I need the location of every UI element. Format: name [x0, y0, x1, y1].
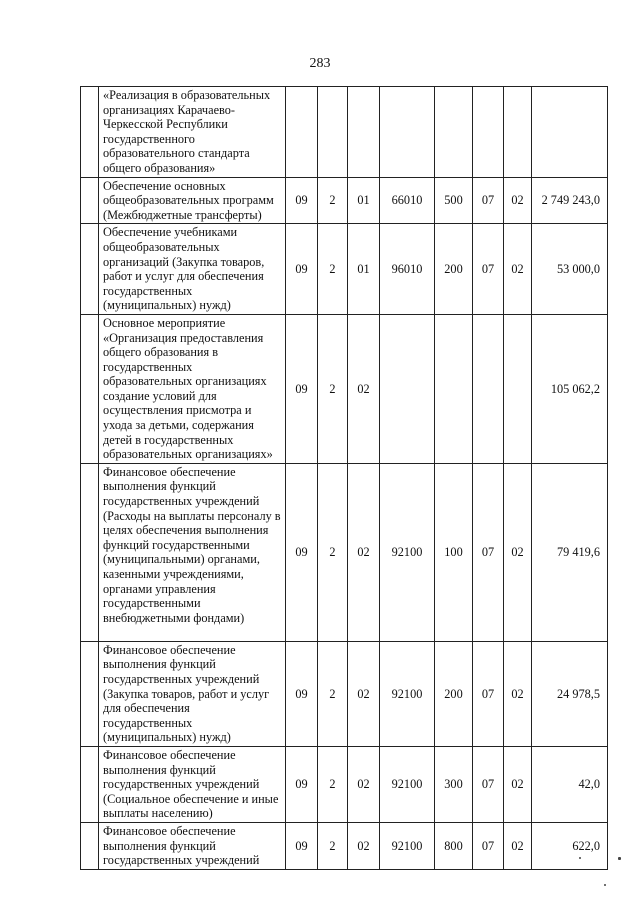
subsection-cell: 02	[504, 177, 532, 224]
subprogram-cell: 2	[318, 177, 348, 224]
description-cell: Финансовое обеспечение выполнения функций государственных учреждений	[99, 822, 286, 869]
amount-cell: 24 978,5	[532, 641, 608, 746]
blank-cell	[81, 822, 99, 869]
description-cell: Финансовое обеспечение выполнения функций государственных учреждений (Расходы на выплаты персоналу в целях обеспечения выполнения функций государственными (муниципальными) органами, казенными учреждениями, органами управления государственными внебюджетными фондами)	[99, 463, 286, 641]
amount-cell: 2 749 243,0	[532, 177, 608, 224]
direction-cell: 66010	[380, 177, 435, 224]
description-cell: Финансовое обеспечение выполнения функций государственных учреждений (Закупка товаров, работ и услуг для обеспечения государственных (муниципальных) нужд)	[99, 641, 286, 746]
amount-cell	[532, 87, 608, 178]
subsection-cell: 02	[504, 463, 532, 641]
subprogram-cell: 2	[318, 224, 348, 315]
amount-cell: 79 419,6	[532, 463, 608, 641]
table-row	[81, 177, 608, 224]
blank-cell	[81, 177, 99, 224]
amount-cell: 53 000,0	[532, 224, 608, 315]
description-cell: Финансовое обеспечение выполнения функций государственных учреждений (Социальное обеспечение и иные выплаты населению)	[99, 747, 286, 823]
event-cell	[348, 87, 380, 178]
blank-cell	[81, 641, 99, 746]
amount-cell: 42,0	[532, 747, 608, 823]
direction-cell: 92100	[380, 747, 435, 823]
section-cell	[473, 87, 504, 178]
subsection-cell	[504, 314, 532, 463]
event-cell: 02	[348, 463, 380, 641]
table-row	[81, 87, 608, 178]
description-cell: Основное мероприятие «Организация предоставления общего образования в государственных образовательных организациях создание условий для осуществления присмотра и ухода за детьми, содержания детей в государственных образовательных организациях»	[99, 314, 286, 463]
direction-cell: 92100	[380, 641, 435, 746]
section-cell: 07	[473, 822, 504, 869]
expense-type-cell	[435, 87, 473, 178]
event-cell: 01	[348, 224, 380, 315]
direction-cell: 96010	[380, 224, 435, 315]
expense-type-cell: 200	[435, 641, 473, 746]
subprogram-cell: 2	[318, 463, 348, 641]
table-row	[81, 463, 608, 641]
scan-speck	[618, 857, 621, 860]
direction-cell: 92100	[380, 463, 435, 641]
program-cell: 09	[286, 314, 318, 463]
subprogram-cell: 2	[318, 641, 348, 746]
description-cell: Обеспечение основных общеобразовательных программ (Межбюджетные трансферты)	[99, 177, 286, 224]
expense-type-cell: 200	[435, 224, 473, 315]
section-cell: 07	[473, 177, 504, 224]
subsection-cell: 02	[504, 747, 532, 823]
page-number: 283	[309, 56, 331, 71]
table-row	[81, 747, 608, 823]
expense-type-cell: 500	[435, 177, 473, 224]
description-cell: Обеспечение учебниками общеобразовательных организаций (Закупка товаров, работ и услуг для обеспечения государственных (муниципальных) нужд)	[99, 224, 286, 315]
program-cell: 09	[286, 177, 318, 224]
subsection-cell	[504, 87, 532, 178]
blank-cell	[81, 463, 99, 641]
program-cell: 09	[286, 224, 318, 315]
subsection-cell: 02	[504, 641, 532, 746]
program-cell: 09	[286, 641, 318, 746]
program-cell: 09	[286, 463, 318, 641]
subprogram-cell	[318, 87, 348, 178]
direction-cell	[380, 87, 435, 178]
event-cell: 01	[348, 177, 380, 224]
event-cell: 02	[348, 747, 380, 823]
section-cell: 07	[473, 641, 504, 746]
table-row	[81, 822, 608, 869]
amount-cell: 105 062,2	[532, 314, 608, 463]
budget-table	[80, 86, 608, 870]
subsection-cell: 02	[504, 224, 532, 315]
description-cell: «Реализация в образовательных организациях Карачаево-Черкесской Республики государственного образовательного стандарта общего образования»	[99, 87, 286, 178]
section-cell: 07	[473, 224, 504, 315]
scan-speck	[579, 857, 581, 859]
blank-cell	[81, 747, 99, 823]
program-cell: 09	[286, 747, 318, 823]
event-cell: 02	[348, 641, 380, 746]
expense-type-cell: 300	[435, 747, 473, 823]
expense-type-cell: 800	[435, 822, 473, 869]
subprogram-cell: 2	[318, 314, 348, 463]
scan-speck	[604, 884, 606, 886]
table-body	[81, 87, 608, 870]
table-row	[81, 314, 608, 463]
blank-cell	[81, 314, 99, 463]
blank-cell	[81, 87, 99, 178]
expense-type-cell	[435, 314, 473, 463]
table-row	[81, 224, 608, 315]
program-cell	[286, 87, 318, 178]
amount-cell: 622,0	[532, 822, 608, 869]
program-cell: 09	[286, 822, 318, 869]
section-cell: 07	[473, 747, 504, 823]
blank-cell	[81, 224, 99, 315]
subprogram-cell: 2	[318, 822, 348, 869]
direction-cell	[380, 314, 435, 463]
section-cell: 07	[473, 463, 504, 641]
event-cell: 02	[348, 314, 380, 463]
expense-type-cell: 100	[435, 463, 473, 641]
event-cell: 02	[348, 822, 380, 869]
section-cell	[473, 314, 504, 463]
subsection-cell: 02	[504, 822, 532, 869]
subprogram-cell: 2	[318, 747, 348, 823]
direction-cell: 92100	[380, 822, 435, 869]
table-row	[81, 641, 608, 746]
